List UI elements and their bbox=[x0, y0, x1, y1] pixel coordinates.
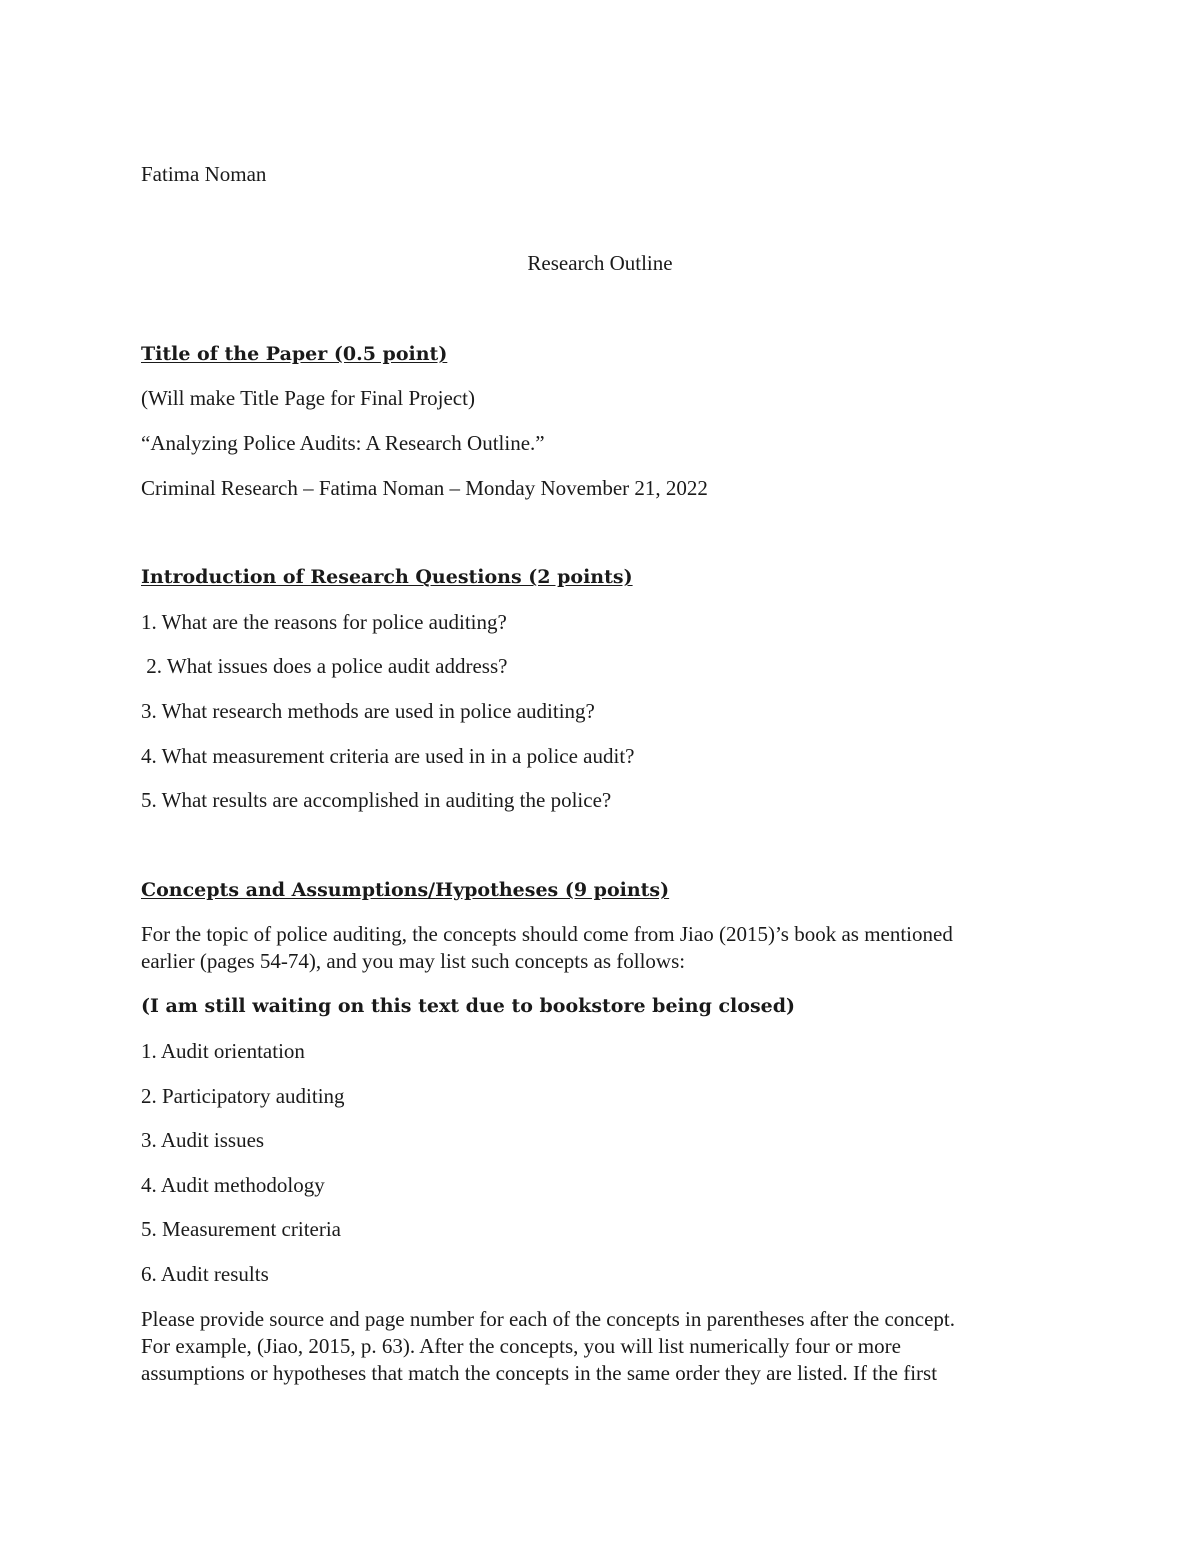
author-name: Fatima Noman bbox=[141, 162, 267, 186]
concept-list-item: 5. Measurement criteria bbox=[141, 1217, 341, 1241]
bookstore-note: (I am still waiting on this text due to bookstore being closed) bbox=[141, 995, 796, 1017]
concept-list-item: 1. Audit orientation bbox=[141, 1039, 305, 1063]
section-heading-title-of-paper: Title of the Paper (0.5 point) bbox=[141, 343, 448, 365]
closing-paragraph-line: assumptions or hypotheses that match the concepts in the same order they are listed. If the first bbox=[141, 1361, 938, 1385]
section-heading-concepts: Concepts and Assumptions/Hypotheses (9 points) bbox=[141, 879, 670, 901]
closing-paragraph-line: Please provide source and page number for each of the concepts in parentheses after the concept. bbox=[141, 1307, 955, 1331]
research-question-item: 3. What research methods are used in police auditing? bbox=[141, 699, 595, 723]
document-title: Research Outline bbox=[527, 251, 673, 275]
concept-list-item: 4. Audit methodology bbox=[141, 1173, 325, 1197]
research-question-item: 5. What results are accomplished in auditing the police? bbox=[141, 788, 612, 812]
concepts-intro-line: earlier (pages 54-74), and you may list such concepts as follows: bbox=[141, 949, 686, 973]
section-heading-research-questions: Introduction of Research Questions (2 points) bbox=[141, 566, 633, 588]
paper-title: “Analyzing Police Audits: A Research Outline.” bbox=[141, 431, 545, 455]
research-question-item: 2. What issues does a police audit address? bbox=[141, 654, 508, 678]
research-question-item: 1. What are the reasons for police auditing? bbox=[141, 610, 507, 634]
concept-list-item: 3. Audit issues bbox=[141, 1128, 265, 1152]
concept-list-item: 2. Participatory auditing bbox=[141, 1084, 345, 1108]
research-question-item: 4. What measurement criteria are used in in a police audit? bbox=[141, 744, 635, 768]
concepts-intro-line: For the topic of police auditing, the concepts should come from Jiao (2015)’s book as mentioned bbox=[141, 922, 953, 946]
closing-paragraph-line: For example, (Jiao, 2015, p. 63). After the concepts, you will list numerically four or more bbox=[141, 1334, 901, 1358]
title-note: (Will make Title Page for Final Project) bbox=[141, 386, 475, 410]
concept-list-item: 6. Audit results bbox=[141, 1262, 269, 1286]
course-info-line: Criminal Research – Fatima Noman – Monday November 21, 2022 bbox=[141, 476, 708, 500]
